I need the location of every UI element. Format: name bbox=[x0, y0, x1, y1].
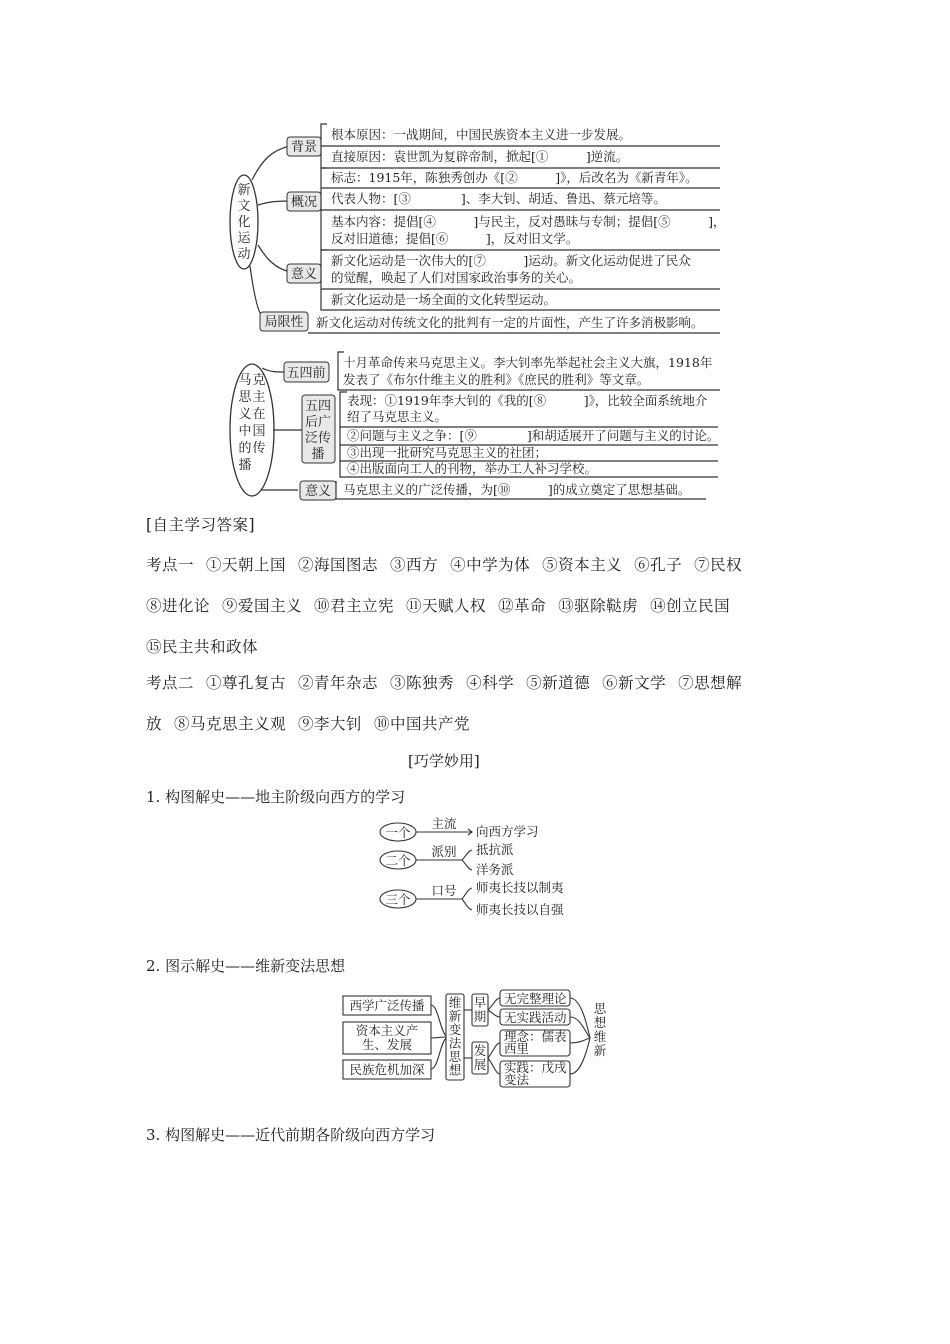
stage-development-char: 展 bbox=[473, 1057, 487, 1072]
cause-national-crisis: 民族危机加深 bbox=[349, 1062, 425, 1077]
after-may4-label-row: 后广 bbox=[304, 415, 332, 430]
diagram2-root-char: 思 bbox=[238, 390, 252, 405]
answer-item: ③陈独秀 bbox=[390, 674, 455, 692]
diagram2-line: ③出现一批研究马克思主义的社团； bbox=[347, 445, 548, 460]
answer-item: ①尊孔复古 bbox=[206, 674, 287, 692]
diagram1-line: 的觉醒，唤起了人们对国家政治事务的关心。 bbox=[331, 270, 582, 285]
diagram2-line: ②问题与主义之争：[⑨ ]和胡适展开了问题与主义的讨论。 bbox=[347, 428, 720, 443]
stage-label-development bbox=[474, 1043, 487, 1072]
diagram2-root-char: 国 bbox=[252, 424, 266, 439]
answer-item: ⑦民权 bbox=[694, 556, 743, 574]
center-label-char: 新 bbox=[448, 1008, 462, 1024]
cause-capitalism-1: 资本主义产 bbox=[355, 1023, 419, 1038]
detail-no-theory: 无完整理论 bbox=[504, 991, 567, 1006]
leaf-slogan-strength: 师夷长技以自强 bbox=[476, 902, 564, 917]
diagram2-root-char: 中 bbox=[238, 424, 252, 439]
after-may4-label-row: 泛传 bbox=[304, 431, 332, 446]
stage-development-char: 发 bbox=[473, 1043, 487, 1058]
center-label bbox=[449, 995, 462, 1078]
diagram2-root-char: 主 bbox=[252, 390, 266, 405]
edge-label-slogans: 口号 bbox=[431, 883, 457, 898]
diagram2-line: 绍了马克思主义。 bbox=[347, 409, 448, 424]
diagram2-root-char: 的 bbox=[238, 441, 252, 456]
answer-item: ⑥新文学 bbox=[602, 674, 667, 692]
diagram2-line: 马克思主义的广泛传播，为[⑩ ]的成立奠定了思想基础。 bbox=[343, 482, 691, 497]
stage-early-char: 期 bbox=[473, 1009, 487, 1024]
leaf-slogan-control: 师夷长技以制夷 bbox=[476, 880, 564, 895]
answer-item: ⑧马克思主义观 bbox=[174, 715, 287, 733]
branch-label-significance: 意义 bbox=[290, 267, 318, 282]
diagram1-root-char: 文 bbox=[237, 199, 251, 214]
diagram1-line: 新文化运动是一场全面的文化转型运动。 bbox=[331, 292, 557, 307]
diagram1-root-char: 化 bbox=[237, 215, 251, 230]
answer-item: 放 bbox=[146, 715, 163, 733]
answer-item: ②青年杂志 bbox=[298, 674, 379, 692]
diagram1-line: 新文化运动是一次伟大的[⑦ ]运动。新文化运动促进了民众 bbox=[331, 253, 691, 268]
answer-item: ③西方 bbox=[390, 556, 439, 574]
detail-practice-1: 实践：戊戌 bbox=[504, 1060, 567, 1075]
section-title: [巧学妙用] bbox=[408, 752, 480, 770]
leaf-resistance: 抵抗派 bbox=[476, 842, 514, 857]
answer-item: ⑩中国共产党 bbox=[374, 715, 471, 733]
center-label-char: 思 bbox=[448, 1049, 462, 1064]
edge-label-factions: 派别 bbox=[431, 844, 457, 859]
detail-idea-2: 西里 bbox=[504, 1041, 530, 1056]
item3-title: 3. 构图解史——近代前期各阶级向西方学习 bbox=[146, 1126, 436, 1144]
after-may4-label-row: 五四 bbox=[304, 399, 332, 414]
diagram2-line: 表现：①1919年李大钊的《我的[⑧ ]》，比较全面系统地介 bbox=[347, 393, 708, 408]
diagram2-line: ④出版面向工人的刊物，举办工人补习学校。 bbox=[347, 461, 598, 476]
branch-label-before-may4: 五四前 bbox=[286, 366, 326, 381]
diagram2-root-char: 传 bbox=[252, 441, 266, 456]
after-may4-label-row: 播 bbox=[311, 447, 325, 462]
diagram1-line: 新文化运动对传统文化的批判有一定的片面性，产生了许多消极影响。 bbox=[316, 315, 704, 330]
diagram2-root-char: 在 bbox=[252, 407, 266, 422]
diagram2-line: 十月革命传来马克思主义。李大钊率先举起社会主义大旗，1918年 bbox=[343, 355, 713, 370]
center-label-char: 法 bbox=[448, 1035, 462, 1051]
stage-label-early bbox=[474, 995, 487, 1024]
answer-item: ⑨爱国主义 bbox=[222, 597, 303, 615]
diagram2-root-char: 播 bbox=[238, 458, 252, 473]
item1-title: 1. 构图解史——地主阶级向西方的学习 bbox=[146, 788, 406, 806]
diagram1-root-char: 运 bbox=[237, 231, 251, 246]
answer-item: ④科学 bbox=[466, 674, 515, 692]
diagram1-line: 代表人物：[③ ]、李大钊、胡适、鲁迅、蔡元培等。 bbox=[331, 191, 666, 206]
result-label-char: 思 bbox=[593, 1001, 607, 1016]
answer-item: 考点二 bbox=[146, 674, 195, 692]
answer-item: ①天朝上国 bbox=[206, 556, 287, 574]
diagram1-root-char: 新 bbox=[237, 183, 251, 198]
answer-item: ④中学为体 bbox=[450, 556, 531, 574]
branch-label-marx-significance: 意义 bbox=[304, 484, 332, 499]
branch-label-background: 背景 bbox=[290, 140, 318, 155]
answer-item: ⑫革命 bbox=[498, 597, 547, 615]
answer-item: ⑩君主立宪 bbox=[314, 597, 395, 615]
item2-title: 2. 图示解史——维新变法思想 bbox=[146, 957, 346, 975]
result-label-char: 新 bbox=[593, 1043, 607, 1058]
node-one: 一个 bbox=[385, 825, 411, 840]
branch-label-limitation: 局限性 bbox=[264, 315, 304, 330]
edge-label-mainstream: 主流 bbox=[431, 816, 457, 831]
diagram1-line: 根本原因：一战期间，中国民族资本主义进一步发展。 bbox=[331, 127, 632, 142]
answer-item: ⑤资本主义 bbox=[542, 556, 623, 574]
answer-item: ⑤新道德 bbox=[526, 674, 591, 692]
leaf-westernization: 洋务派 bbox=[476, 862, 514, 877]
answer-item: ⑭创立民国 bbox=[650, 597, 731, 615]
diagram1-line: 基本内容：提倡[④ ]与民主，反对愚昧与专制；提倡[⑤ ]， bbox=[331, 214, 726, 229]
node-three: 三个 bbox=[385, 892, 411, 907]
detail-idea-1: 理念：儒表 bbox=[504, 1029, 567, 1044]
branch-label-overview: 概况 bbox=[290, 195, 318, 210]
leaf-learn-west: 向西方学习 bbox=[476, 824, 539, 839]
answer-item: ②海国图志 bbox=[298, 556, 379, 574]
diagram1-line: 标志：1915年，陈独秀创办《[② ]》，后改名为《新青年》。 bbox=[331, 170, 698, 185]
center-label-char: 想 bbox=[448, 1062, 462, 1078]
diagram2-line: 发表了《布尔什维主义的胜利》《庶民的胜利》等文章。 bbox=[343, 372, 650, 387]
stage-early-char: 早 bbox=[473, 995, 487, 1010]
center-label-char: 维 bbox=[448, 995, 462, 1010]
answer-item: ⑦思想解 bbox=[678, 674, 743, 692]
result-label bbox=[594, 1001, 607, 1058]
cause-western-learning: 西学广泛传播 bbox=[349, 998, 425, 1013]
answers-title: [自主学习答案] bbox=[146, 516, 256, 534]
diagram1-line: 反对旧道德；提倡[⑥ ]，反对旧文学。 bbox=[331, 231, 579, 246]
diagram1-root-char: 动 bbox=[237, 247, 251, 262]
result-label-char: 维 bbox=[593, 1029, 607, 1044]
center-label-char: 变 bbox=[448, 1022, 462, 1037]
answer-item: 考点一 bbox=[146, 556, 195, 574]
detail-no-practice: 无实践活动 bbox=[504, 1010, 567, 1025]
answer-item: ⑬驱除鞑虏 bbox=[558, 597, 639, 615]
result-label-char: 想 bbox=[593, 1015, 607, 1030]
answer-item: ⑧进化论 bbox=[146, 597, 211, 615]
diagram2-root-char: 马 bbox=[238, 373, 252, 388]
answer-item: ⑥孔子 bbox=[634, 556, 683, 574]
answer-item: ⑨李大钊 bbox=[298, 715, 363, 733]
diagram2-root-char: 克 bbox=[252, 373, 266, 388]
cause-capitalism-2: 生、发展 bbox=[361, 1037, 413, 1052]
answer-item: ⑮民主共和政体 bbox=[146, 638, 259, 656]
node-two: 二个 bbox=[385, 853, 411, 868]
detail-practice-2: 变法 bbox=[504, 1072, 530, 1087]
answer-item: ⑪天赋人权 bbox=[406, 597, 487, 615]
diagram2-root-char: 义 bbox=[238, 407, 252, 422]
diagram1-line: 直接原因：袁世凯为复辟帝制，掀起[① ]逆流。 bbox=[331, 149, 629, 164]
